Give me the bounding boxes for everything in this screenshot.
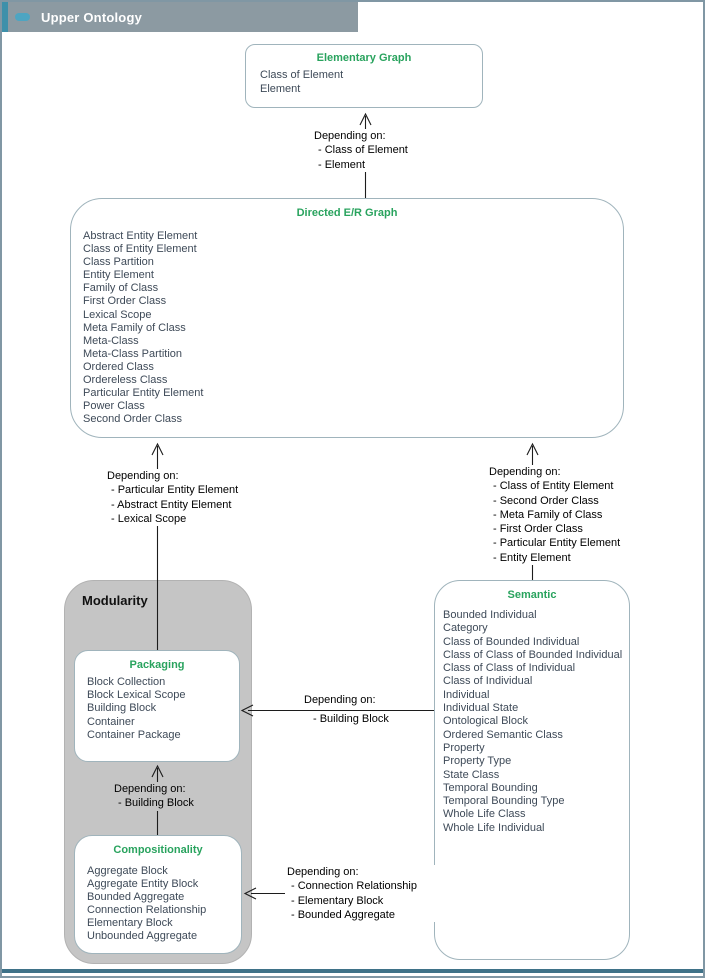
dependency-label-semantic-to-packaging-item	[307, 712, 391, 726]
list-item: Class of Entity Element	[83, 243, 197, 256]
list-item: Building Block	[87, 702, 157, 715]
list-item: Temporal Bounding	[443, 781, 538, 794]
list-item: Entity Element	[83, 269, 154, 282]
dependency-item: - Entity Element	[493, 551, 571, 564]
dependency-header: Depending on:	[287, 866, 359, 878]
dependency-item: - Building Block	[118, 797, 194, 810]
list-item: Aggregate Entity Block	[87, 878, 199, 891]
dependency-item: - Element	[318, 158, 366, 171]
list-item: Individual	[443, 688, 490, 701]
list-item: Lexical Scope	[83, 308, 152, 321]
list-item: Block Collection	[87, 676, 166, 688]
node-title: Elementary Graph	[316, 52, 412, 64]
node-title: Directed E/R Graph	[296, 207, 398, 219]
dependency-item: - Class of Entity Element	[493, 480, 614, 493]
dependency-item: - Meta Family of Class	[493, 508, 603, 521]
dependency-header: Depending on:	[304, 694, 376, 706]
dependency-item: - Class of Element	[318, 144, 408, 157]
dependency-header: Depending on:	[489, 466, 561, 478]
list-item: Meta-Class	[83, 334, 139, 347]
list-item: Particular Entity Element	[83, 387, 204, 400]
list-item: Ordered Class	[83, 360, 154, 373]
list-item: Class of Class of Bounded Individual	[443, 648, 623, 661]
elementary-graph-node[interactable]	[245, 44, 483, 108]
dependency-item: - Connection Relationship	[291, 880, 417, 893]
list-item: Aggregate Block	[87, 865, 168, 877]
list-item: Class of Bounded Individual	[443, 635, 580, 648]
list-item: Individual State	[443, 702, 519, 715]
dependency-item: - Building Block	[313, 713, 389, 725]
list-item: Elementary Block	[87, 917, 173, 930]
directed-er-graph-node[interactable]	[70, 198, 624, 438]
modularity-title: Modularity	[82, 593, 148, 608]
dependency-item: - Particular Entity Element	[111, 484, 239, 497]
dependency-item: - Bounded Aggregate	[291, 908, 395, 921]
window-titlebar[interactable]	[2, 2, 358, 32]
dependency-label-semantic-to-compositionality	[285, 865, 435, 922]
list-item: Meta-Class Partition	[83, 347, 183, 360]
list-item: Bounded Individual	[443, 609, 537, 621]
list-item: Connection Relationship	[87, 904, 207, 917]
dependency-item: - Lexical Scope	[111, 512, 187, 525]
dependency-item: - Particular Entity Element	[493, 537, 621, 550]
window-title: Upper Ontology	[41, 9, 143, 25]
list-item: Unbounded Aggregate	[87, 930, 198, 943]
list-item: Property	[443, 741, 485, 754]
list-item: State Class	[443, 768, 500, 781]
dependency-label-compositionality-to-packaging	[112, 782, 196, 811]
dependency-item: - Elementary Block	[291, 894, 384, 907]
list-item: Container Package	[87, 728, 181, 741]
list-item: Block Lexical Scope	[87, 689, 186, 702]
list-item: First Order Class	[83, 295, 167, 308]
dependency-label-semantic-to-er	[487, 465, 622, 565]
node-title: Packaging	[129, 659, 185, 671]
list-item: Second Order Class	[83, 413, 183, 426]
dependency-label-modularity-to-er	[105, 469, 240, 526]
list-item: Container	[87, 715, 135, 728]
node-title: Semantic	[507, 589, 557, 601]
dependency-item: - First Order Class	[493, 523, 583, 536]
dependency-header: Depending on:	[107, 470, 179, 482]
list-item: Whole Life Individual	[443, 821, 545, 834]
dependency-item: - Second Order Class	[493, 494, 599, 507]
list-item: Element	[260, 83, 301, 95]
list-item: Meta Family of Class	[83, 321, 186, 334]
window-bottom-bar	[2, 969, 703, 973]
list-item: Ontological Block	[443, 715, 528, 728]
dependency-item: - Abstract Entity Element	[111, 498, 232, 511]
list-item: Power Class	[83, 400, 145, 413]
node-title: Compositionality	[113, 844, 203, 856]
list-item: Ordereless Class	[83, 374, 168, 387]
dependency-label-semantic-to-packaging	[302, 693, 378, 707]
list-item: Bounded Aggregate	[87, 891, 185, 904]
list-item: Category	[443, 622, 488, 635]
list-item: Class of Element	[260, 69, 344, 81]
list-item: Class Partition	[83, 256, 154, 269]
semantic-node[interactable]	[434, 580, 630, 960]
list-item: Ordered Semantic Class	[443, 728, 563, 741]
list-item: Class of Individual	[443, 675, 533, 688]
list-item: Class of Class of Individual	[443, 662, 576, 675]
dependency-header: Depending on:	[114, 783, 186, 795]
list-item: Family of Class	[83, 282, 159, 295]
list-item: Whole Life Class	[443, 808, 526, 821]
packaging-node[interactable]	[74, 650, 240, 762]
list-item: Temporal Bounding Type	[443, 795, 565, 808]
list-item: Abstract Entity Element	[83, 230, 198, 242]
window-icon[interactable]	[15, 13, 30, 21]
compositionality-node[interactable]	[74, 835, 242, 954]
list-item: Property Type	[443, 755, 512, 768]
dependency-header: Depending on:	[314, 130, 386, 142]
dependency-label-er-to-elementary	[312, 129, 410, 172]
